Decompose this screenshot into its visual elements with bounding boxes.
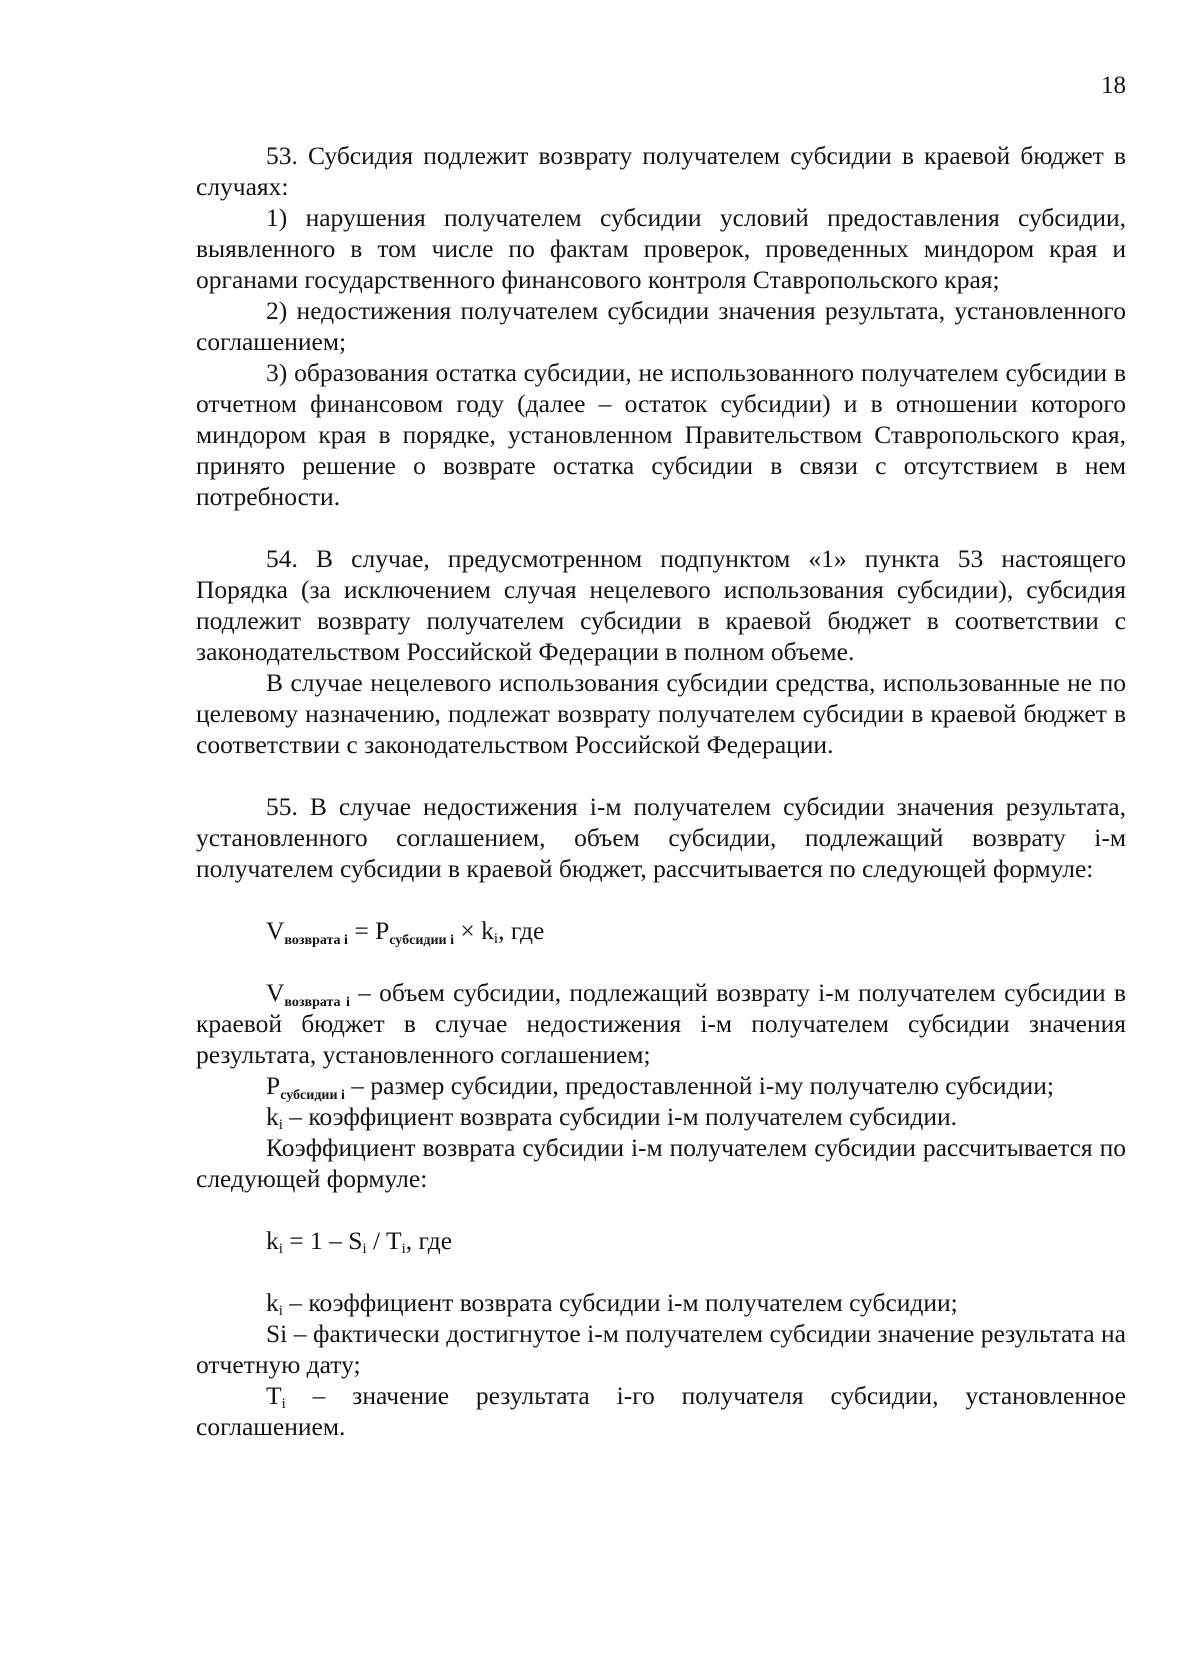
definition-k-coefficient: $k_i$ – коэффициент возврата субсидии i-м получателем субсидии.	[266, 1102, 958, 1133]
definition-k-coefficient-2: $k_i$ – коэффициент возврата субсидии i-м получателем субсидии;	[266, 1288, 958, 1319]
paragraph-53-item-2: 2) недостижения получателем субсидии значения результата, установленного соглашением;	[196, 296, 1126, 356]
formula-return-volume: Vвозврата i = Pсубсидии $i \times k_i$, где	[266, 916, 545, 948]
paragraph-k-intro: Коэффициент возврата субсидии i-м получателем субсидии рассчитывается по следующей формуле:	[196, 1133, 1126, 1193]
paragraph-55-intro: 55. В случае недостижения i-м получателем субсидии значения результата, установленного соглашением, объем субсидии, подлежащий возврату i-м получателем субсидии в краевой бюджет, рассчитывается по следующей формуле:	[196, 792, 1126, 883]
paragraph-53-intro: 53. Субсидия подлежит возврату получателем субсидии в краевой бюджет в случаях:	[196, 141, 1126, 201]
definition-v-return: Vвозврата i – объем субсидии, подлежащий возврату i-м получателем субсидии в краевой бюджет в случае недостижения i-м получателем субсидии значения результата, установленного соглашением;	[196, 978, 1127, 1069]
page-number: 18	[1101, 72, 1126, 99]
paragraph-54-misuse: В случае нецелевого использования субсидии средства, использованные не по целевому назначению, подлежат возврату получателем субсидии в краевой бюджет в соответствии с законодательством Российской Федерации.	[196, 668, 1126, 759]
definition-t-target: $T_i$ – значение результата i-го получателя субсидии, установленное соглашением.	[196, 1381, 1126, 1441]
document-body	[196, 140, 1126, 1442]
paragraph-53-item-3: 3) образования остатка субсидии, не использованного получателем субсидии в отчетном финансовом году (далее – остаток субсидии) и в отношении которого миндором края в порядке, установленном Правительством Ставропольского края, принято решение о возврате остатка субсидии в связи с отсутствием в нем потребности.	[196, 358, 1126, 511]
definition-p-subsidy: Pсубсидии i – размер субсидии, предоставленной i-му получателю субсидии;	[266, 1071, 1054, 1103]
paragraph-53-item-1: 1) нарушения получателем субсидии условий предоставления субсидии, выявленного в том числе по фактам проверок, проведенных миндором края и органами государственного финансового контроля Ставропольского края;	[196, 203, 1126, 294]
formula-coefficient: $k_i = 1 - S_i / T_i$, где	[266, 1226, 453, 1257]
paragraph-54: 54. В случае, предусмотренном подпунктом «1» пункта 53 настоящего Порядка (за исключением случая нецелевого использования субсидии), субсидия подлежит возврату получателем субсидии в краевой бюджет в соответствии с законодательством Российской Федерации в полном объеме.	[196, 544, 1126, 666]
definition-s-actual: Si – фактически достигнутое i-м получателем субсидии значение результата на отчетную дату;	[196, 1319, 1126, 1379]
